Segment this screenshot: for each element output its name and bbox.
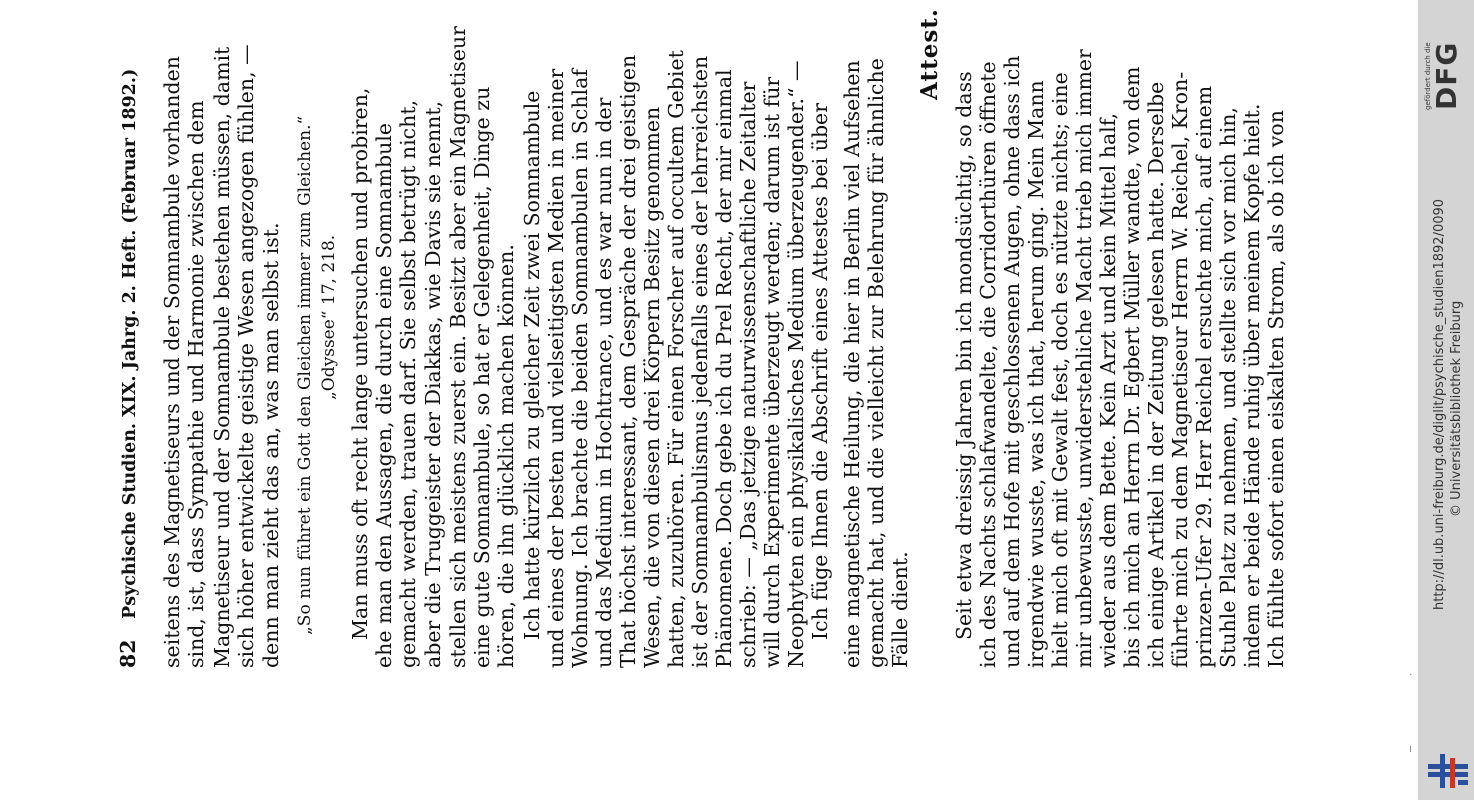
text-line: Ich fühlte sofort einen eiskalten Strom, als ob ich von: [1264, 110, 1288, 668]
text-line: aber die Truggeister der Diakkas, wie Davis sie nennt,: [421, 100, 445, 668]
text-line: eine magnetische Heilung, die hier in Berlin viel Aufsehen: [840, 60, 864, 668]
text-line: denn man zieht das an, was man selbst ist.: [259, 222, 283, 668]
scan-mark: ·: [1409, 668, 1413, 681]
text-line: irgendwie wusste, was ich that, herum ging. Mein Mann: [1024, 80, 1048, 668]
text-line: bis ich mich an Herrn Dr. Egbert Müller wandte, von dem: [1120, 66, 1144, 668]
text-line: gemacht werden, trauen darf. Sie selbst betrügt nicht,: [396, 99, 420, 668]
text-line: ich des Nachts schlafwandelte, die Corridorthüren öffnete: [976, 61, 1000, 668]
text-line: ich einige Artikel in der Zeitung gelesen hatte. Derselbe: [1144, 81, 1168, 668]
text-line: Wohnung. Ich brachte die beiden Somnambulen in Schlaf: [568, 69, 592, 668]
text-line: schrieb: — „Das jetzige naturwissenschaftliche Zeitalter: [736, 81, 760, 668]
text-line: Wesen, die von diesen drei Körpern Besitz genommen: [640, 106, 664, 668]
text-line: führte mich zu dem Magnetiseur Herrn W. Reichel, Kron-: [1168, 71, 1192, 668]
text-line: ehe man den Aussagen, die durch eine Somnambule: [372, 123, 396, 668]
text-line: Stuhle Platz zu nehmen, und stellte sich vor mich hin,: [1216, 106, 1240, 668]
text-line: eine gute Somnambule, so hat er Gelegenheit, Dinge zu: [470, 86, 494, 668]
text-line: stellen sich meistens zuerst ein. Besitzt aber ein Magnetiseur: [446, 26, 470, 668]
text-line: seitens des Magnetiseurs und der Somnambule vorhanden: [160, 56, 184, 668]
epigraph-source: „Odyssee“ 17, 218.: [319, 234, 339, 400]
scan-mark: ı: [1409, 742, 1413, 755]
page-number: 82: [116, 639, 140, 668]
text-line: prinzen-Ufer 29. Herr Reichel ersuchte mich, auf einem: [1192, 85, 1216, 668]
dfg-logo-icon[interactable]: DFG: [1430, 41, 1463, 110]
text-line: Phänomene. Doch gebe ich du Prel Recht, der mir einmal: [712, 69, 736, 668]
text-line: Neophyten ein physikalisches Medium überzeugender.“ —: [784, 60, 808, 668]
info-sidebar: [1418, 0, 1474, 800]
text-line: hatten, zuzuhören. Für einen Forscher auf occultem Gebiet: [664, 50, 688, 668]
text-line: sich höher entwickelte geistige Wesen angezogen fühlen, —: [234, 44, 258, 668]
text-line: hielt mich oft mit Gewalt fest, doch es nützte nichts; eine: [1048, 72, 1072, 668]
page-header: [116, 69, 142, 668]
text-line: und auf dem Hofe mit geschlossenen Augen, ohne dass ich: [1000, 55, 1024, 668]
text-line: und das Medium in Hochtrance, und es war nun in der: [592, 97, 616, 668]
text-line: will durch Experimente überzeugt werden; darum ist für: [760, 76, 784, 668]
text-line: sind, ist, dass Sympathie und Harmonie zwischen dem: [184, 100, 208, 668]
copyright-text: © Universitätsbibliothek Freiburg: [1449, 300, 1464, 517]
text-line: und eines der besten und vielseitigsten Medien in meiner: [544, 68, 568, 668]
text-line: Ich füge Ihnen die Abschrift eines Attestes bei über: [808, 103, 832, 640]
text-line: Seit etwa dreissig Jahren bin ich mondsüchtig, so dass: [952, 71, 976, 640]
text-line: wieder aus dem Bette. Kein Arzt und kein Mittel half,: [1096, 112, 1120, 668]
epigraph-quote: „So nun führet ein Gott den Gleichen immer zum Gleichen.“: [295, 115, 315, 635]
text-line: gemacht hat, und die vielleicht zur Belehrung für ähnliche: [864, 58, 888, 668]
text-line: Fälle dient.: [888, 551, 912, 668]
text-line: hören, die ihn glücklich machen können.: [494, 244, 518, 668]
text-line: indem er beide Hände ruhig über meinem Kopfe hielt.: [1240, 103, 1264, 668]
ub-freiburg-logo-icon[interactable]: [1428, 752, 1472, 792]
text-line: Ich hatte kürzlich zu gleicher Zeit zwei Somnambule: [520, 90, 544, 640]
dfg-caption: gefördert durch die: [1424, 42, 1432, 110]
text-line: ist der Somnambulismus jedenfalls eines der lehrreichsten: [688, 55, 712, 668]
text-line: mir unbewusste, unwiderstehliche Macht trieb mich immer: [1072, 49, 1096, 668]
text-line: Man muss oft recht lange untersuchen und probiren,: [348, 87, 372, 640]
text-line: That höchst interessant, dem Gespräche der drei geistigen: [616, 54, 640, 668]
source-url-link[interactable]: http://dl.ub.uni-freiburg.de/diglit/psychische_studien1892/0090: [1432, 198, 1447, 610]
sidebar-text: [1418, 0, 1474, 800]
text-line: Magnetiseur und der Somnambule bestehen müssen, damit: [210, 46, 234, 668]
section-title: Attest.: [916, 8, 943, 100]
running-title: Psychische Studien. XIX. Jahrg. 2. Heft. (Februar 1892.): [120, 68, 140, 619]
